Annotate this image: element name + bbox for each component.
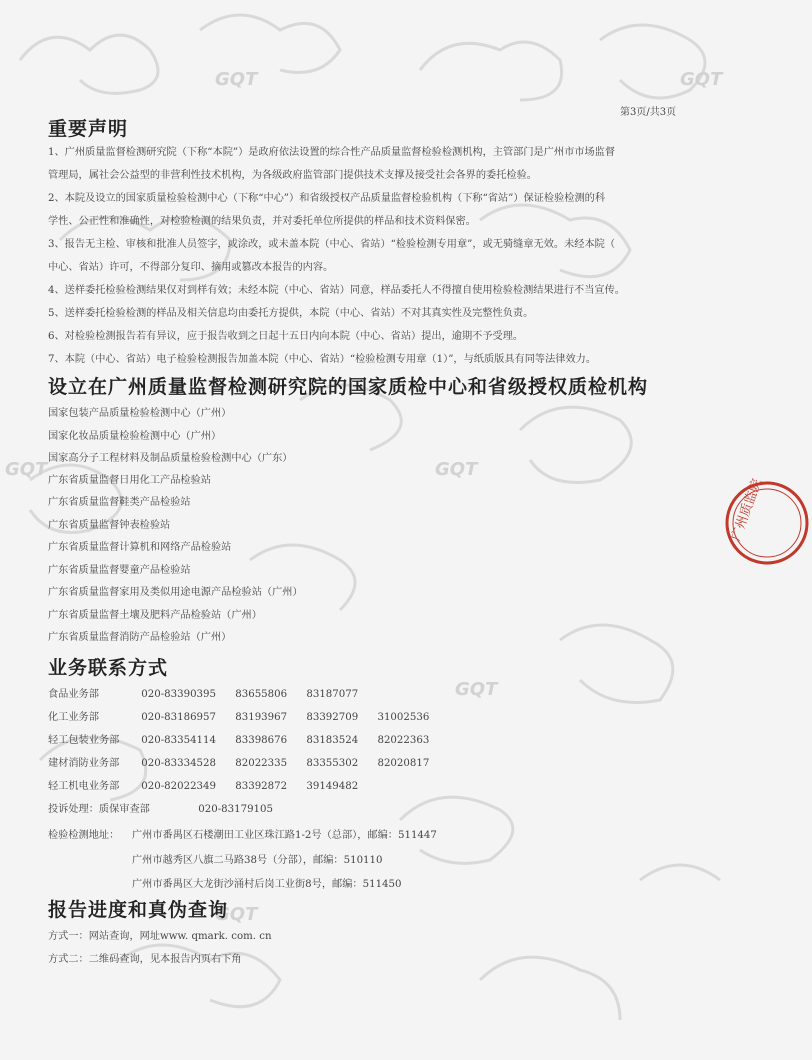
institution-item: 国家化妆品质量检验检测中心（广州） <box>48 431 222 442</box>
query-line: 方式一：网站查询，网址www. qmark. com. cn <box>48 931 272 942</box>
contact-row: 轻工机电业务部 020-82022349 83392872 39149482 <box>48 781 359 792</box>
institution-item: 广东省质量监督日用化工产品检验站 <box>48 475 211 486</box>
contact-row: 化工业务部 020-83186957 83193967 83392709 31002536 <box>48 712 430 723</box>
svg-text:GQT: GQT <box>215 69 258 90</box>
statement-line: 管理局，属社会公益型的非营利性技术机构，为各级政府监管部门提供技术支撑及接受社会各界的委托检验。 <box>48 170 537 181</box>
seal-stamp <box>722 478 812 568</box>
contact-row: 食品业务部 020-83390395 83655806 83187077 <box>48 689 359 700</box>
institution-item: 国家包装产品质量检验检测中心（广州） <box>48 408 232 419</box>
contacts-title: 业务联系方式 <box>48 657 169 679</box>
query-line: 方式二：二维码查询，见本报告内页右下角 <box>48 954 242 965</box>
institution-item: 广东省质量监督钟表检验站 <box>48 520 171 531</box>
statement-line: 3、报告无主检、审核和批准人员签字，或涂改，或未盖本院（中心、省站）“检验检测专用章”，或无骑缝章无效。未经本院（ <box>48 239 616 250</box>
statement-line: 1、广州质量监督检测研究院（下称“本院”）是政府依法设置的综合性产品质量监督检验检测机构，主管部门是广州市市场监督 <box>48 147 616 158</box>
statement-line: 4、送样委托检验检测结果仅对到样有效；未经本院（中心、省站）同意，样品委托人不得擅自使用检验检测结果进行不当宣传。 <box>48 285 625 296</box>
statement-line: 5、送样委托检验检测的样品及相关信息均由委托方提供，本院（中心、省站）不对其真实性及完整性负责。 <box>48 308 534 319</box>
institution-item: 广东省质量监督计算机和网络产品检验站 <box>48 542 232 553</box>
institution-item: 广东省质量监督土壤及肥料产品检验站（广州） <box>48 610 262 621</box>
query-title: 报告进度和真伪查询 <box>48 899 229 921</box>
statement-line: 2、本院及设立的国家质量检验检测中心（下称“中心”）和省级授权产品质量监督检验机构（下称“省站”）保证检验检测的科 <box>48 193 606 204</box>
statement-line: 中心、省站）许可，不得部分复印、摘用或篡改本报告的内容。 <box>48 262 334 273</box>
statement-line: 学性、公正性和准确性，对检验检测的结果负责，并对委托单位所提供的样品和技术资料保密。 <box>48 216 476 227</box>
institution-item: 广东省质量监督婴童产品检验站 <box>48 565 191 576</box>
svg-text:GQT: GQT <box>215 904 258 925</box>
address-label: 检验检测地址： <box>48 830 120 841</box>
statement-title: 重要声明 <box>48 118 129 140</box>
statement-line: 6、对检验检测报告若有异议，应于报告收到之日起十五日内向本院（中心、省站）提出，逾期不予受理。 <box>48 331 524 342</box>
institution-item: 广东省质量监督消防产品检验站（广州） <box>48 632 232 643</box>
institution-item: 广东省质量监督家用及类似用途电源产品检验站（广州） <box>48 587 303 598</box>
address-line: 广州市番禺区大龙街沙涌村后岗工业街8号，邮编：511450 <box>132 879 402 890</box>
statement-line: 7、本院（中心、省站）电子检验检测报告加盖本院（中心、省站）“检验检测专用章（1）”，与纸质版具有同等法律效力。 <box>48 354 597 365</box>
svg-text:GQT: GQT <box>455 679 498 700</box>
complaint-row: 投诉处理：质保审查部 020-83179105 <box>48 804 273 815</box>
svg-text:广州质监院: 广州质监院 <box>728 476 766 544</box>
svg-text:GQT: GQT <box>5 459 48 480</box>
address-line: 广州市越秀区八旗二马路38号（分部），邮编：510110 <box>132 855 383 866</box>
address-line: 广州市番禺区石楼潮田工业区珠江路1-2号（总部），邮编：511447 <box>132 830 437 841</box>
page-number: 第3页/共3页 <box>620 107 677 118</box>
svg-text:GQT: GQT <box>435 459 478 480</box>
svg-text:GQT: GQT <box>680 69 723 90</box>
contact-row: 建材消防业务部 020-83334528 82022335 83355302 82020817 <box>48 758 430 769</box>
institution-item: 国家高分子工程材料及制品质量检验检测中心（广东） <box>48 453 293 464</box>
contact-row: 轻工包装业务部 020-83354114 83398676 83183524 82022363 <box>48 735 430 746</box>
institution-item: 广东省质量监督鞋类产品检验站 <box>48 497 191 508</box>
institutions-title: 设立在广州质量监督检测研究院的国家质检中心和省级授权质检机构 <box>48 376 649 398</box>
